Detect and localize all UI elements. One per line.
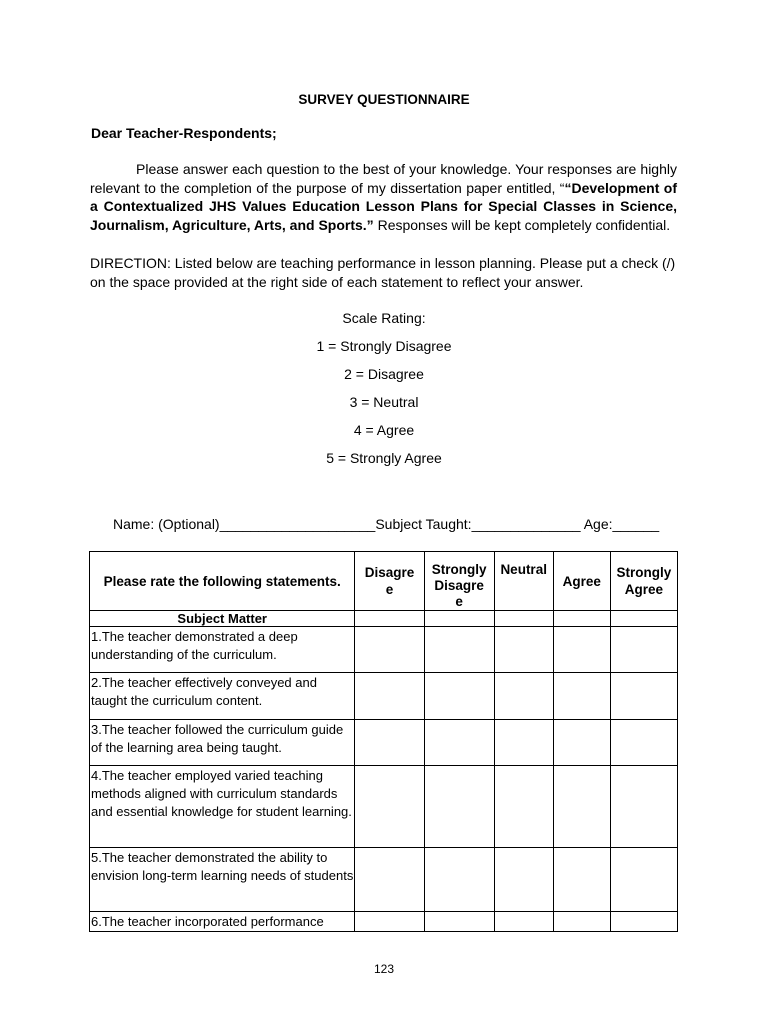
header-statements: Please rate the following statements. [90, 552, 355, 611]
rating-cell[interactable] [610, 673, 677, 720]
document-title: SURVEY QUESTIONNAIRE [298, 92, 470, 107]
table-header-row [90, 552, 678, 611]
rating-cell[interactable] [494, 848, 553, 912]
section-row [90, 611, 678, 627]
rating-cell[interactable] [610, 766, 677, 848]
rating-cell[interactable] [553, 766, 610, 848]
salutation: Dear Teacher-Respondents; [91, 125, 277, 141]
rating-cell[interactable] [553, 848, 610, 912]
table-row [90, 720, 678, 766]
table-row [90, 766, 678, 848]
rating-cell[interactable] [610, 912, 677, 932]
intro-closing: Responses will be kept completely confidential. [373, 217, 671, 234]
statement-5: 5.The teacher demonstrated the ability to envision long-term learning needs of students [90, 848, 355, 912]
rating-cell[interactable] [553, 673, 610, 720]
rating-cell[interactable] [494, 912, 553, 932]
rating-cell[interactable] [610, 848, 677, 912]
statement-3: 3.The teacher followed the curriculum guide of the learning area being taught. [90, 720, 355, 766]
rating-cell[interactable] [553, 611, 610, 627]
header-disagree: Disagre e [355, 552, 424, 611]
table-row [90, 848, 678, 912]
rating-cell[interactable] [494, 627, 553, 673]
rating-cell[interactable] [553, 720, 610, 766]
rating-cell[interactable] [355, 611, 424, 627]
statement-1: 1.The teacher demonstrated a deep understanding of the curriculum. [90, 627, 355, 673]
rating-cell[interactable] [355, 720, 424, 766]
rating-cell[interactable] [610, 720, 677, 766]
rating-cell[interactable] [424, 673, 494, 720]
rating-cell[interactable] [553, 627, 610, 673]
rating-cell[interactable] [355, 627, 424, 673]
scale-item-1: 1 = Strongly Disagree [316, 338, 452, 354]
rating-cell[interactable] [610, 611, 677, 627]
intro-text: Please answer each question to the best of your knowledge. Your responses are highly relevant to the completion of the purpose of my dissertation paper entitled, “ [90, 161, 677, 196]
rating-cell[interactable] [553, 912, 610, 932]
header-strongly-agree: Strongly Agree [610, 552, 677, 611]
scale-item-2: 2 = Disagree [344, 366, 424, 382]
statement-2: 2.The teacher effectively conveyed and taught the curriculum content. [90, 673, 355, 720]
header-strongly-disagree: Strongly Disagre e [424, 552, 494, 611]
rating-cell[interactable] [610, 627, 677, 673]
table-row [90, 912, 678, 932]
respondent-info-line: Name: (Optional)____________________Subject Taught:______________ Age:______ [113, 516, 660, 532]
rating-cell[interactable] [494, 766, 553, 848]
rating-cell[interactable] [424, 848, 494, 912]
rating-cell[interactable] [424, 766, 494, 848]
scale-item-5: 5 = Strongly Agree [326, 450, 442, 466]
rating-cell[interactable] [494, 673, 553, 720]
rating-cell[interactable] [424, 611, 494, 627]
table-row [90, 673, 678, 720]
scale-item-3: 3 = Neutral [349, 394, 419, 410]
rating-cell[interactable] [424, 720, 494, 766]
rating-cell[interactable] [424, 627, 494, 673]
rating-cell[interactable] [355, 766, 424, 848]
intro-paragraph [90, 160, 677, 235]
dissertation-title: “Development of a Contextualized JHS Values Education Lesson Plans for Special Classes in Science, Journalism, Agriculture, Arts, and Sports.” [90, 179, 677, 234]
rating-table [89, 551, 678, 932]
page-number: 123 [373, 962, 395, 976]
rating-cell[interactable] [355, 848, 424, 912]
header-agree: Agree [553, 552, 610, 611]
rating-cell[interactable] [494, 611, 553, 627]
header-neutral: Neutral [494, 552, 553, 611]
statement-4: 4.The teacher employed varied teaching methods aligned with curriculum standards and essential knowledge for student learning. [90, 766, 355, 848]
rating-cell[interactable] [355, 912, 424, 932]
statement-6: 6.The teacher incorporated performance [90, 912, 355, 932]
scale-heading: Scale Rating: [342, 310, 426, 326]
rating-cell[interactable] [424, 912, 494, 932]
scale-item-4: 4 = Agree [353, 422, 415, 438]
rating-cell[interactable] [494, 720, 553, 766]
table-row [90, 627, 678, 673]
rating-cell[interactable] [355, 673, 424, 720]
direction-paragraph: DIRECTION: Listed below are teaching performance in lesson planning. Please put a check (/) on the space provided at the right side of each statement to reflect your answer. [90, 255, 676, 290]
section-label-subject-matter: Subject Matter [90, 611, 355, 627]
